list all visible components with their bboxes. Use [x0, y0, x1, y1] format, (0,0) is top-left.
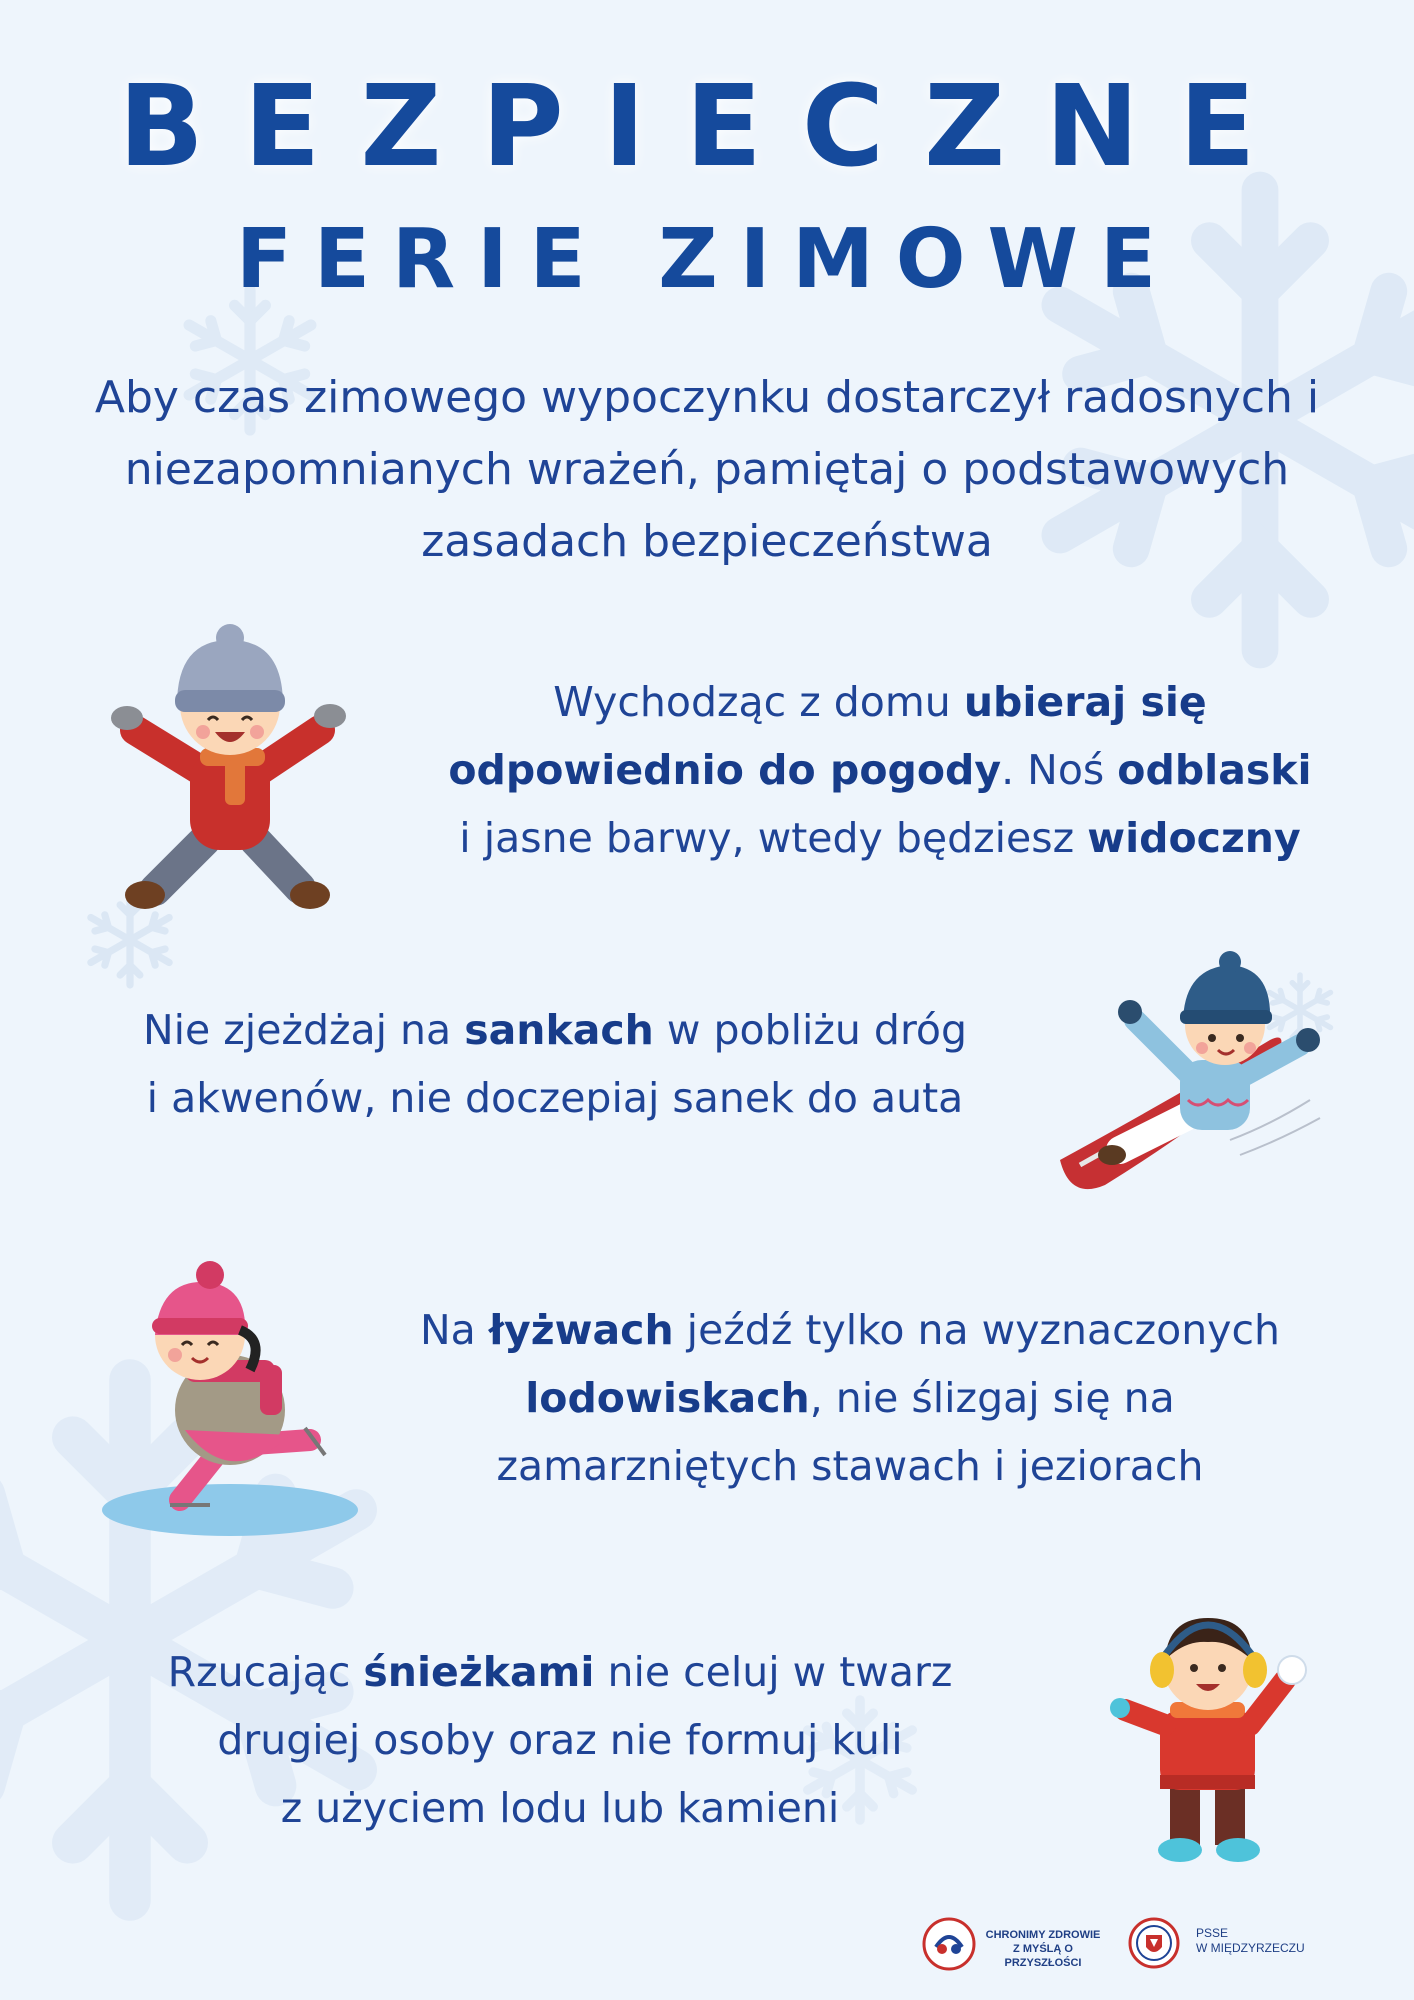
tip-line: i jasne barwy, wtedy będziesz widoczny — [459, 814, 1301, 862]
tip-line: Na łyżwach jeźdź tylko na wyznaczonych — [419, 1306, 1281, 1354]
tip-line: Nie zjeżdżaj na sankach w pobliżu dróg — [142, 1006, 968, 1054]
child-ice-skating-illustration — [100, 1260, 365, 1540]
tip-line: Wychodząc z domu ubieraj się — [553, 678, 1207, 726]
tip-line: z użyciem lodu lub kamieni — [280, 1784, 840, 1832]
page-subtitle: FERIE ZIMOWE — [236, 212, 1178, 307]
campaign-text: CHRONIMY ZDROWIE Z MYŚLĄ O PRZYSZŁOŚCI — [985, 1929, 1101, 1969]
tip-line: i akwenów, nie doczepiaj sanek do auta — [146, 1074, 964, 1122]
sanepid-emblem — [1128, 1917, 1180, 1969]
tip-clothing — [370, 668, 1390, 872]
tip-line: drugiej osoby oraz nie formuj kuli — [217, 1716, 903, 1764]
child-snowball-illustration — [1110, 1600, 1310, 1870]
campaign-logo — [922, 1917, 976, 1971]
tip-line: lodowiskach, nie ślizgaj się na — [525, 1374, 1175, 1422]
page-title: BEZPIECZNE — [118, 62, 1296, 192]
organization-text: PSSE W MIĘDZYRZECZU — [1196, 1926, 1305, 1955]
tip-snowballs — [60, 1638, 1060, 1842]
child-on-sled-illustration — [1050, 950, 1350, 1230]
tip-line: odpowiednio do pogody. Noś odblaski — [448, 746, 1312, 794]
child-snow-angel-illustration — [105, 620, 355, 920]
tip-line: zamarzniętych stawach i jeziorach — [496, 1442, 1204, 1490]
tip-skating — [310, 1296, 1390, 1500]
tip-sledding — [40, 996, 1070, 1132]
tip-line: Rzucając śnieżkami nie celuj w twarz — [167, 1648, 953, 1696]
intro-text: Aby czas zimowego wypoczynku dostarczył radosnych i niezapomnianych wrażeń, pamiętaj o podstawowych zasadach bezpieczeństwa — [94, 372, 1320, 567]
